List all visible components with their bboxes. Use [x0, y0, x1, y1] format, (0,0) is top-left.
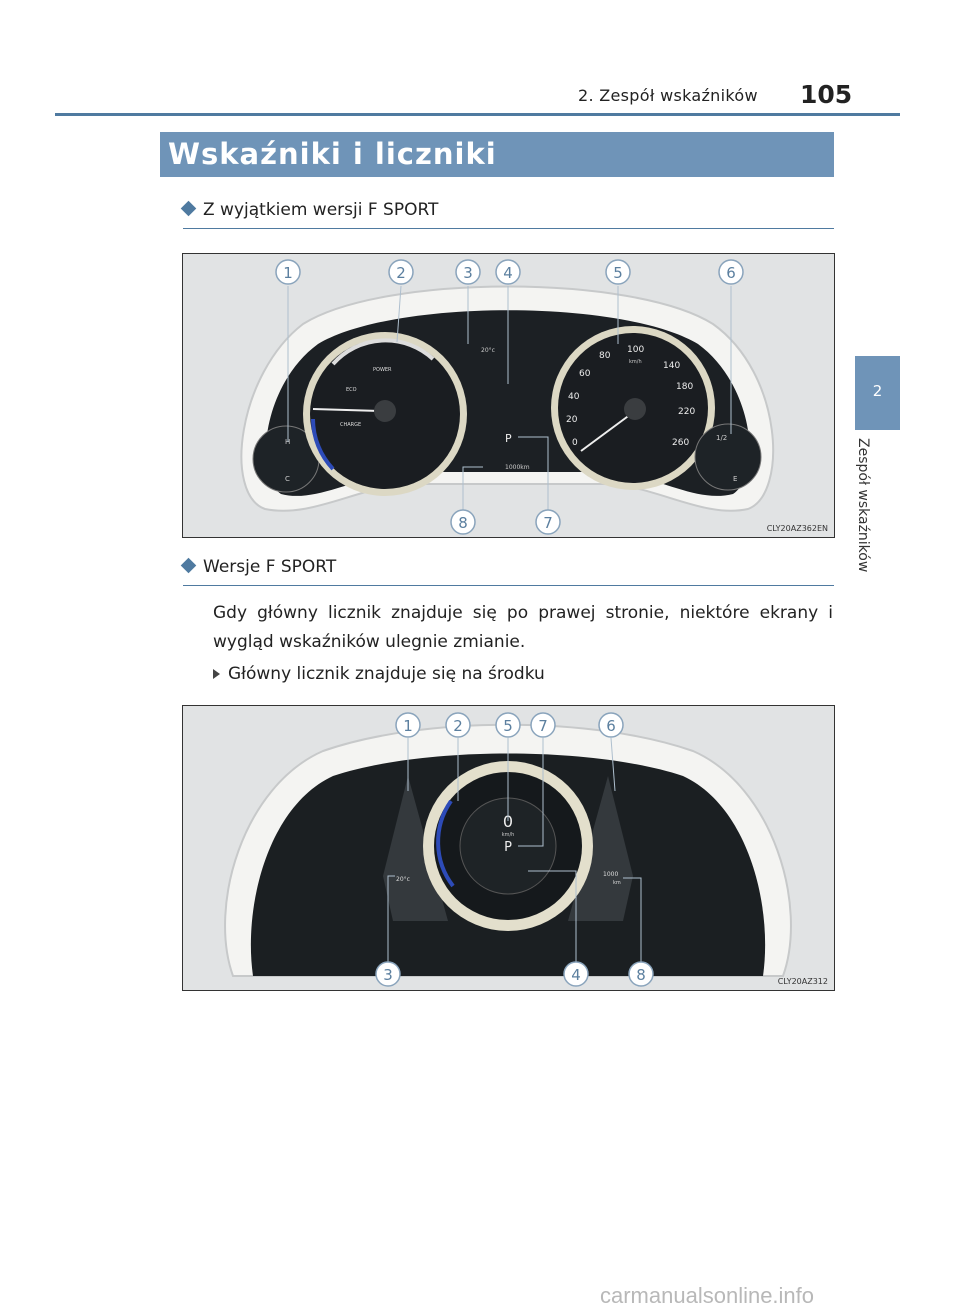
figure-code: CLY20AZ312	[777, 977, 828, 986]
header-rule	[55, 113, 900, 116]
f-sport-cluster-figure	[182, 705, 835, 991]
callout-2: 2	[396, 264, 406, 282]
svg-text:220: 220	[678, 407, 696, 417]
svg-text:1/2: 1/2	[716, 434, 728, 442]
instrument-cluster-figure	[182, 253, 835, 538]
body-paragraph: Gdy główny licznik znajduje się po prawej stronie, niektóre ekrany i wygląd wskaźników ulegnie zmianie.	[213, 603, 833, 652]
chapter-tab-label: Zespół wskaźników	[855, 438, 871, 573]
svg-text:km: km	[613, 880, 621, 886]
callout-3: 3	[383, 966, 393, 984]
callout-8: 8	[458, 514, 468, 532]
svg-text:100: 100	[627, 345, 645, 355]
svg-text:180: 180	[676, 382, 694, 392]
cluster-illustration	[183, 254, 834, 537]
svg-text:P: P	[505, 432, 512, 445]
chapter-tab-number: 2	[872, 382, 883, 400]
footer-watermark[interactable]: carmanualsonline.info	[600, 1283, 815, 1308]
callout-1: 1	[283, 264, 293, 282]
svg-text:20: 20	[566, 415, 578, 425]
svg-text:H: H	[285, 438, 291, 446]
section-title: Wskaźniki i liczniki	[168, 137, 497, 171]
svg-text:km/h: km/h	[629, 359, 642, 365]
svg-text:0: 0	[572, 438, 578, 448]
svg-text:20°c: 20°c	[396, 876, 410, 883]
svg-text:km/h: km/h	[501, 832, 515, 838]
svg-text:C: C	[285, 475, 290, 483]
triangle-bullet-icon	[213, 669, 220, 679]
svg-text:CHARGE: CHARGE	[340, 422, 362, 428]
page-number: 105	[800, 80, 853, 109]
chapter-tab[interactable]	[855, 356, 900, 430]
figure-code: CLY20AZ362EN	[766, 524, 828, 533]
svg-text:POWER: POWER	[373, 367, 392, 373]
svg-text:140: 140	[663, 361, 681, 371]
svg-text:E: E	[733, 475, 738, 483]
section-title-bar	[160, 132, 834, 177]
subsection-heading: Z wyjątkiem wersji F SPORT	[183, 200, 438, 220]
svg-text:20°c: 20°c	[481, 347, 495, 354]
svg-text:P: P	[504, 840, 512, 855]
callout-5: 5	[503, 717, 513, 735]
callout-7: 7	[538, 717, 548, 735]
svg-text:80: 80	[599, 351, 611, 361]
callout-4: 4	[571, 966, 581, 984]
callout-1: 1	[403, 717, 413, 735]
callout-6: 6	[606, 717, 616, 735]
callout-2: 2	[453, 717, 463, 735]
callout-4: 4	[503, 264, 513, 282]
subsection-rule	[183, 228, 834, 229]
callout-5: 5	[613, 264, 623, 282]
diamond-icon	[181, 201, 197, 217]
chapter-title: 2. Zespół wskaźników	[578, 86, 758, 105]
svg-text:ECO: ECO	[346, 387, 357, 393]
svg-text:40: 40	[568, 392, 580, 402]
svg-text:260: 260	[672, 438, 690, 448]
svg-text:1000: 1000	[603, 871, 619, 878]
svg-text:0: 0	[502, 812, 514, 831]
bullet-item: Główny licznik znajduje się na środku	[213, 664, 545, 684]
svg-text:60: 60	[579, 369, 591, 379]
callout-8: 8	[636, 966, 646, 984]
callout-6: 6	[726, 264, 736, 282]
callout-3: 3	[463, 264, 473, 282]
callout-7: 7	[543, 514, 553, 532]
svg-text:1000km: 1000km	[505, 464, 530, 471]
subsection-rule	[183, 585, 834, 586]
subsection-heading: Wersje F SPORT	[183, 557, 336, 577]
f-sport-cluster-illustration	[183, 706, 834, 990]
diamond-icon	[181, 558, 197, 574]
